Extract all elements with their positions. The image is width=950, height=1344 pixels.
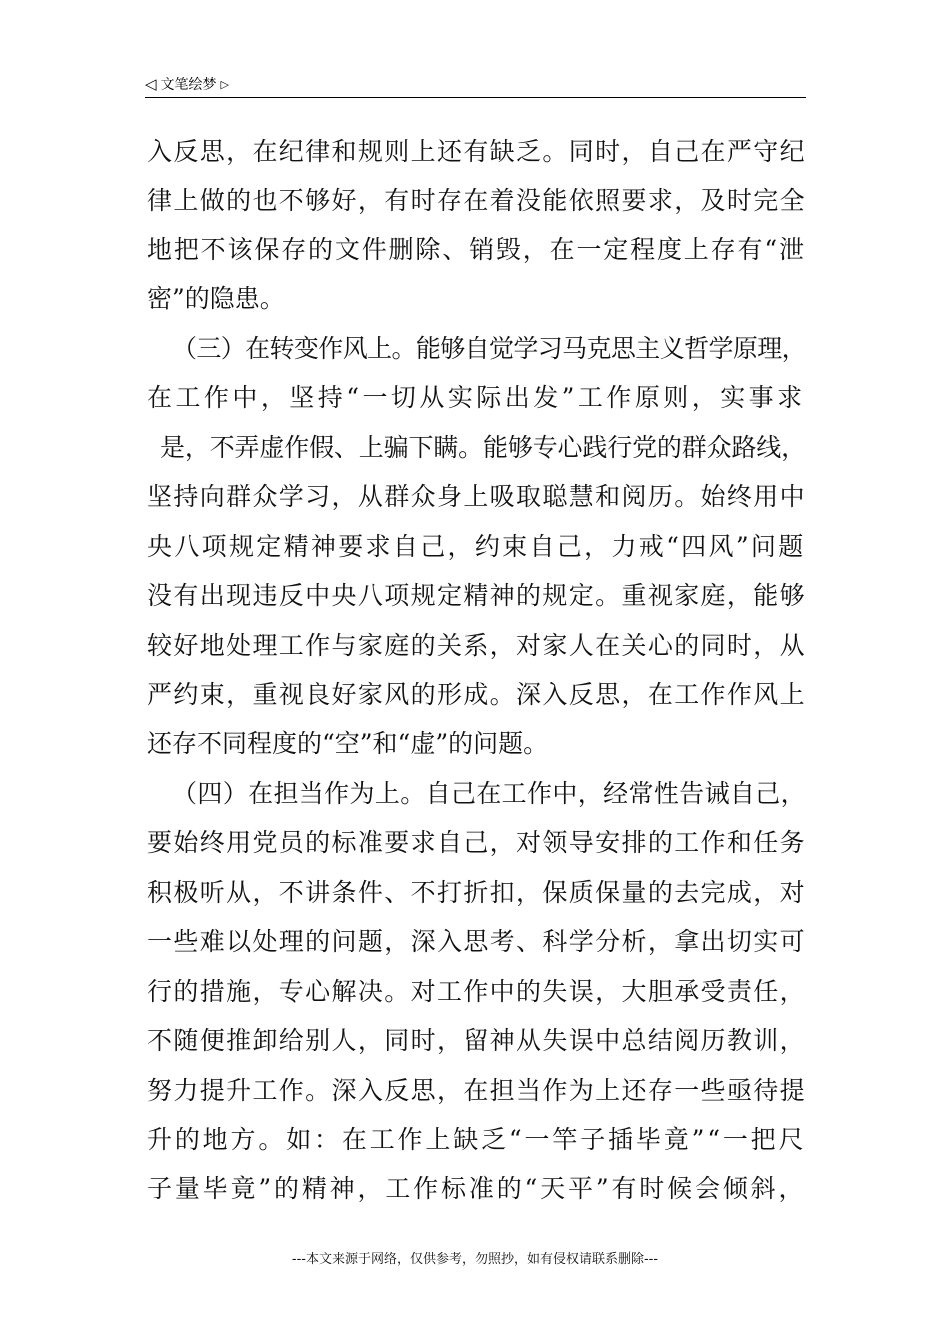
body-line: 要始终用党员的标准要求自己，对领导安排的工作和任务 bbox=[147, 828, 807, 857]
body-line: 一些难以处理的问题，深入思考、科学分析，拿出切实可 bbox=[147, 927, 807, 956]
body-line: 较好地处理工作与家庭的关系，对家人在关心的同时，从 bbox=[147, 631, 807, 660]
body-line: 律上做的也不够好，有时存在着没能依照要求，及时完全 bbox=[147, 186, 807, 215]
body-line: 子量毕竟”的精神，工作标准的“天平”有时候会倾斜， bbox=[147, 1174, 807, 1203]
body-line: 严约束，重视良好家风的形成。深入反思，在工作作风上 bbox=[147, 680, 807, 709]
body-line: 密”的隐患。 bbox=[147, 284, 285, 313]
body-line: 坚持向群众学习，从群众身上吸取聪慧和阅历。始终用中 bbox=[147, 482, 807, 511]
header-divider bbox=[145, 97, 806, 98]
body-line: 行的措施，专心解决。对工作中的失误，大胆承受责任， bbox=[147, 977, 807, 1006]
body-line: 积极听从，不讲条件、不打折扣，保质保量的去完成，对 bbox=[147, 878, 807, 907]
body-line: 央八项规定精神要求自己，约束自己，力戒“四风”问题 bbox=[147, 532, 806, 561]
body-line: 是，不弄虚作假、上骗下瞒。能够专心践行党的群众路线， bbox=[160, 433, 807, 462]
body-line: 在工作中，坚持“一切从实际出发”工作原则，实事求 bbox=[147, 383, 806, 412]
body-line: 还存不同程度的“空”和“虚”的问题。 bbox=[147, 729, 549, 758]
body-line: 地把不该保存的文件删除、销毁，在一定程度上存有“泄 bbox=[147, 235, 806, 264]
body-line: 不随便推卸给别人，同时，留神从失误中总结阅历教训， bbox=[147, 1026, 807, 1055]
section-heading-line: （四）在担当作为上。自己在工作中，经常性告诫自己， bbox=[172, 779, 807, 808]
body-line: 努力提升工作。深入反思，在担当作为上还存一些亟待提 bbox=[147, 1076, 807, 1105]
header-title: 文笔绘梦 bbox=[160, 77, 217, 93]
body-line: 升的地方。如：在工作上缺乏“一竿子插毕竟”“一把尺 bbox=[147, 1125, 807, 1154]
left-triangle-icon: ◁ bbox=[145, 74, 157, 93]
body-line: 没有出现违反中央八项规定精神的规定。重视家庭，能够 bbox=[147, 581, 807, 610]
body-line: 入反思，在纪律和规则上还有缺乏。同时，自己在严守纪 bbox=[147, 137, 807, 166]
right-triangle-icon: ▷ bbox=[220, 77, 230, 91]
page-header bbox=[145, 72, 229, 96]
section-heading-line: （三）在转变作风上。能够自觉学习马克思主义哲学原理， bbox=[172, 334, 807, 363]
page-footer-disclaimer: ---本文来源于网络，仅供参考，勿照抄，如有侵权请联系删除--- bbox=[291, 1252, 659, 1267]
